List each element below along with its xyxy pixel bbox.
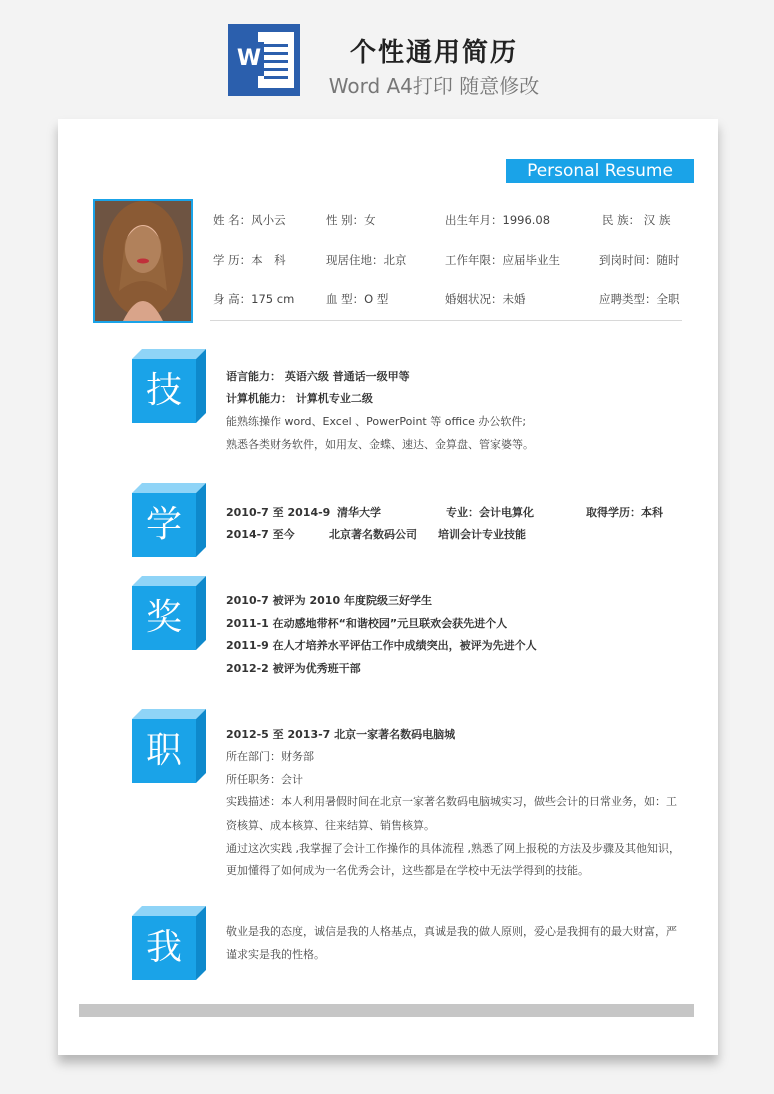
info-start-time: 到岗时间：随时 (599, 253, 680, 267)
work-desc-3: 通过这次实践 ,我掌握了会计工作操作的具体流程 ,熟悉了网上报税的方法及步骤及其他知识， (226, 842, 680, 855)
page-title: 个性通用简历 (349, 38, 518, 68)
self-eval-1: 敬业是我的态度，诚信是我的人格基点，真诚是我的做人原则，爱心是我拥有的最大财富，严 (226, 925, 677, 938)
skills-office: 能熟练操作 word、Excel 、PowerPoint 等 office 办公软件; (226, 415, 527, 428)
education-cube-icon (132, 483, 206, 557)
profile-photo (93, 199, 193, 323)
word-logo-letter: W (234, 42, 264, 76)
info-height: 身 高：175 cm (213, 292, 295, 306)
personal-resume-label: Personal Resume (506, 159, 694, 183)
award-4: 2012-2 被评为优秀班干部 (226, 662, 361, 675)
info-ethnicity: 民 族： 汉 族 (602, 213, 671, 227)
award-1: 2010-7 被评为 2010 年度院级三好学生 (226, 594, 432, 607)
resume-page (58, 119, 718, 1055)
info-work-years: 工作年限：应届毕业生 (445, 253, 560, 267)
work-desc-4: 更加懂得了如何成为一名优秀会计，这些都是在学校中无法学得到的技能。 (226, 864, 589, 877)
work-position: 所任职务：会计 (226, 773, 303, 786)
award-2: 2011-1 在动感地带杯“和谐校园”元旦联欢会获先进个人 (226, 617, 508, 630)
edu-period-1: 2010-7 至 2014-9 (226, 506, 331, 519)
word-logo-icon (228, 24, 300, 96)
info-blood-type: 血 型：O 型 (326, 292, 389, 306)
page-subtitle: Word A4打印 随意修改 (328, 74, 540, 98)
self-icon-char: 我 (132, 916, 196, 980)
work-desc-1: 实践描述：本人利用暑假时间在北京一家著名数码电脑城实习，做些会计的日常业务，如：工 (226, 795, 677, 808)
info-education: 学 历：本 科 (213, 253, 286, 267)
work-icon-char: 职 (132, 719, 196, 783)
edu-period-2: 2014-7 至今 (226, 528, 295, 541)
skills-finance: 熟悉各类财务软件，如用友、金蝶、速达、金算盘、管家婆等。 (226, 438, 534, 451)
self-eval-2: 谨求实是我的性格。 (226, 948, 325, 961)
edu-school: 清华大学 (337, 506, 381, 519)
self-cube-icon (132, 906, 206, 980)
info-marital: 婚姻状况：未婚 (445, 292, 526, 306)
info-divider (210, 320, 682, 321)
edu-degree: 取得学历：本科 (586, 506, 663, 519)
edu-major: 专业：会计电算化 (446, 506, 534, 519)
footer-bar (79, 1004, 694, 1017)
skills-language: 语言能力： 英语六级 普通话一级甲等 (226, 370, 410, 383)
info-job-type: 应聘类型：全职 (599, 292, 680, 306)
awards-cube-icon (132, 576, 206, 650)
work-cube-icon (132, 709, 206, 783)
award-3: 2011-9 在人才培养水平评估工作中成绩突出，被评为先进个人 (226, 639, 537, 652)
education-icon-char: 学 (132, 493, 196, 557)
work-department: 所在部门：财务部 (226, 750, 314, 763)
edu-training: 培训会计专业技能 (438, 528, 526, 541)
work-desc-2: 资核算、成本核算、往来结算、销售核算。 (226, 819, 435, 832)
info-birth: 出生年月：1996.08 (445, 213, 551, 227)
info-gender: 性 别：女 (326, 213, 376, 227)
edu-company: 北京著名数码公司 (329, 528, 417, 541)
info-name: 姓 名：风小云 (213, 213, 286, 227)
skills-icon-char: 技 (132, 359, 196, 423)
skills-cube-icon (132, 349, 206, 423)
skills-computer: 计算机能力： 计算机专业二级 (226, 392, 373, 405)
info-residence: 现居住地：北京 (326, 253, 407, 267)
awards-icon-char: 奖 (132, 586, 196, 650)
work-period: 2012-5 至 2013-7 北京一家著名数码电脑城 (226, 728, 456, 741)
